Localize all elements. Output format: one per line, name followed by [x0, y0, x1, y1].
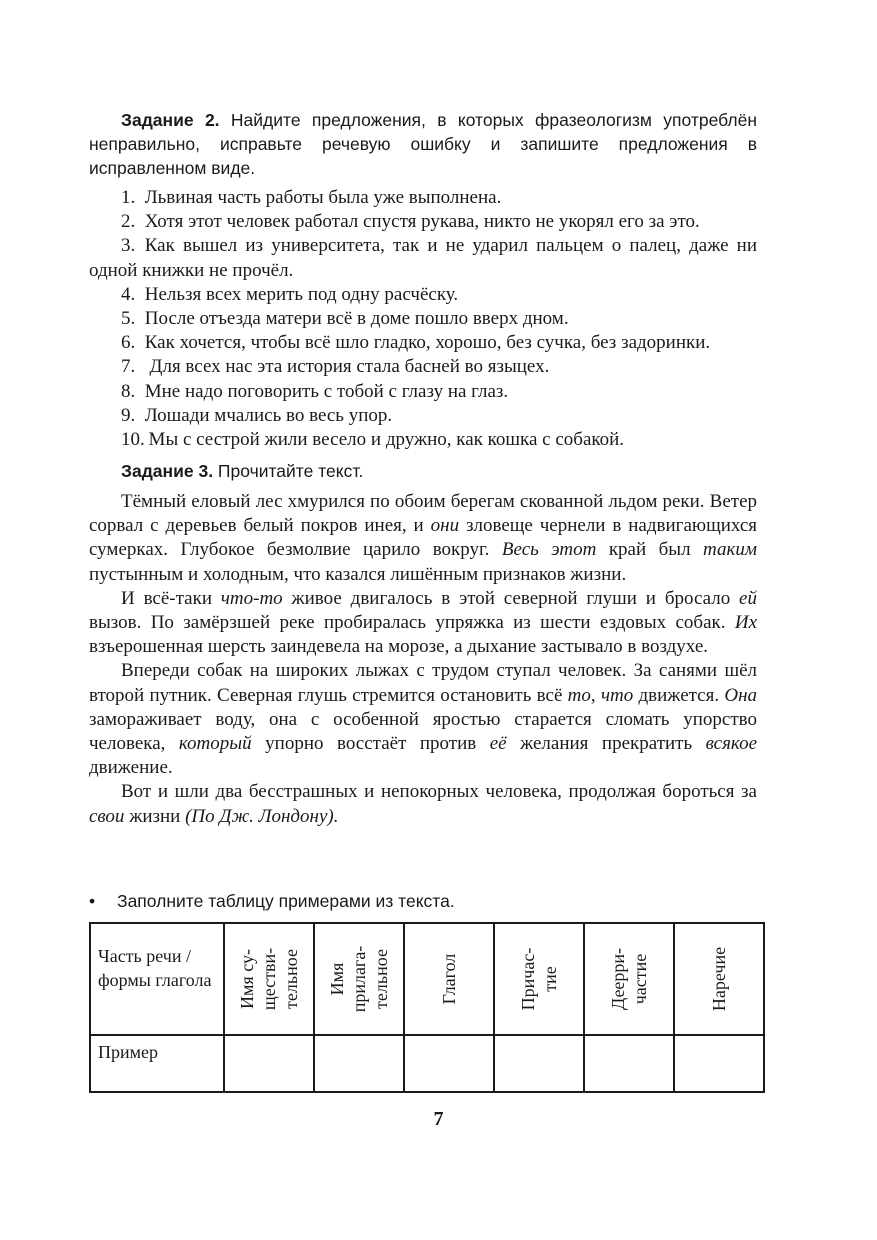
table-header-adjective	[314, 923, 404, 1035]
text-paragraph	[89, 587, 757, 660]
answer-cell-adjective[interactable]	[314, 1035, 404, 1092]
highlighted-word: таким	[703, 539, 757, 561]
bullet-icon: •	[89, 891, 96, 911]
task-2-label: Задание 2.	[121, 110, 220, 130]
highlighted-word: Их	[734, 612, 757, 634]
sentence-item: 3. Как вышел из университета, так и не ударил пальцем о палец, даже ни одной книжки не прочёл.	[89, 235, 757, 281]
answer-cell-gerund[interactable]	[584, 1035, 674, 1092]
sentence-item: 4. Нельзя всех мерить под одну расчёску.	[121, 283, 459, 305]
text-paragraph	[89, 780, 757, 828]
table-header-first: Часть речи / формы глагола	[90, 923, 224, 1035]
sentence-item: 10. Мы с сестрой жили весело и дружно, как кошка с собакой.	[121, 429, 625, 451]
highlighted-word: который	[178, 733, 252, 755]
page-number: 7	[433, 1108, 444, 1130]
table-row	[90, 1035, 764, 1092]
task-2-heading	[89, 108, 757, 180]
text-run: желания прекратить	[506, 733, 706, 755]
table-instruction: Заполните таблицу примерами из текста.	[117, 891, 455, 911]
task-3-heading	[89, 459, 757, 483]
table-header-row	[90, 923, 764, 1035]
highlighted-word: что	[600, 684, 634, 706]
text-run: Впереди собак на широких лыжах с трудом ступал человек. За санями шёл второй путник. Северная глушь стремится остановить всё	[89, 660, 757, 706]
text-run: Тёмный еловый лес хмурился по обоим берегам скованной льдом реки. Ветер сорвал с деревьев белый покров инея, и	[89, 491, 757, 537]
answer-cell-noun[interactable]	[224, 1035, 314, 1092]
table-header-label: Наречие	[709, 946, 729, 1012]
answer-cell-participle[interactable]	[494, 1035, 584, 1092]
table-header-label: Имя прилага- тельное	[327, 945, 391, 1013]
table-header-noun	[224, 923, 314, 1035]
text-run: движется.	[633, 684, 725, 706]
text-run: И всё-таки	[121, 587, 221, 609]
highlighted-word: (По Дж. Лондону).	[185, 805, 339, 827]
highlighted-word: ей	[739, 587, 757, 609]
sentence-item: 2. Хотя этот человек работал спустя рукава, никто не укорял его за это.	[121, 211, 700, 233]
highlighted-word: Весь этот	[501, 539, 597, 561]
highlighted-word: то	[567, 684, 591, 706]
table-header-adverb	[674, 923, 764, 1035]
task-2-section	[89, 108, 757, 452]
sentence-item: 7. Для всех нас эта история стала басней во языцех.	[121, 356, 550, 378]
text-run: вызов. По замёрзшей реке пробиралась упряжка из шести ездовых собак.	[89, 612, 735, 634]
answer-cell-adverb[interactable]	[674, 1035, 764, 1092]
text-run: живое двигалось в этой северной глуши и бросало	[282, 587, 740, 609]
table-header-label: Дееpри- частие	[608, 947, 650, 1011]
text-run: Вот и шли два бесстрашных и непокорных человека, продолжая бороться за	[121, 781, 757, 803]
text-run: край был	[596, 539, 704, 561]
sentence-item: 1. Львиная часть работы была уже выполнена.	[121, 187, 502, 208]
text-run: упорно восстаёт против	[251, 733, 490, 755]
task-3-section	[89, 459, 757, 829]
sentence-item: 6. Как хочется, чтобы всё шло гладко, хорошо, без сучка, без задоринки.	[121, 332, 711, 354]
table-header-label: Глагол	[439, 953, 459, 1005]
text-run: ,	[590, 684, 601, 706]
table-header-label: Имя су- ществи- тельное	[237, 947, 301, 1011]
text-run: движение.	[89, 757, 173, 779]
highlighted-word: свои	[89, 805, 125, 827]
highlighted-word: всякое	[705, 733, 757, 755]
text-run: жизни	[124, 805, 186, 827]
table-header-gerund	[584, 923, 674, 1035]
highlighted-word: её	[489, 733, 507, 755]
sentence-item: 5. После отъезда матери всё в доме пошло вверх дном.	[121, 308, 569, 330]
highlighted-word: что-то	[220, 587, 283, 609]
table-header-label: Причас- тие	[518, 947, 560, 1011]
task-2-sentence-list	[89, 186, 757, 452]
text-paragraph	[89, 490, 757, 587]
sentence-item: 9. Лошади мчались во весь упор.	[121, 404, 393, 426]
answer-cell-verb[interactable]	[404, 1035, 494, 1092]
text-run: замораживает воду, она с особенной яростью старается сломать упорство человека,	[89, 708, 757, 755]
sentence-item: 8. Мне надо поговорить с тобой с глазу на глаз.	[121, 380, 509, 402]
highlighted-word: Она	[724, 684, 758, 706]
text-run: взъерошенная шерсть заиндевела на морозе, а дыхание застывало в воздухе.	[89, 636, 709, 658]
table-header-verb	[404, 923, 494, 1035]
table-instruction-line	[89, 889, 757, 913]
text-paragraph	[89, 659, 757, 780]
highlighted-word: они	[430, 515, 460, 537]
task-3-instruction: Прочитайте текст.	[213, 461, 364, 481]
answer-table	[89, 922, 765, 1093]
text-run: зловеще чернели в надвигающихся сумерках. Глубокое безмолвие царило вокруг.	[89, 515, 757, 561]
reading-text	[89, 490, 757, 829]
task-3-label: Задание 3.	[121, 461, 214, 481]
table-header-participle	[494, 923, 584, 1035]
table-row-label: Пример	[90, 1035, 224, 1092]
text-run: пустынным и холодным, что казался лишённым признаков жизни.	[89, 563, 627, 585]
task-2-instruction: Найдите предложения, в которых фразеологизм употреблён неправильно, исправьте речевую ошибку и запишите предложения в исправленном виде.	[89, 110, 757, 178]
